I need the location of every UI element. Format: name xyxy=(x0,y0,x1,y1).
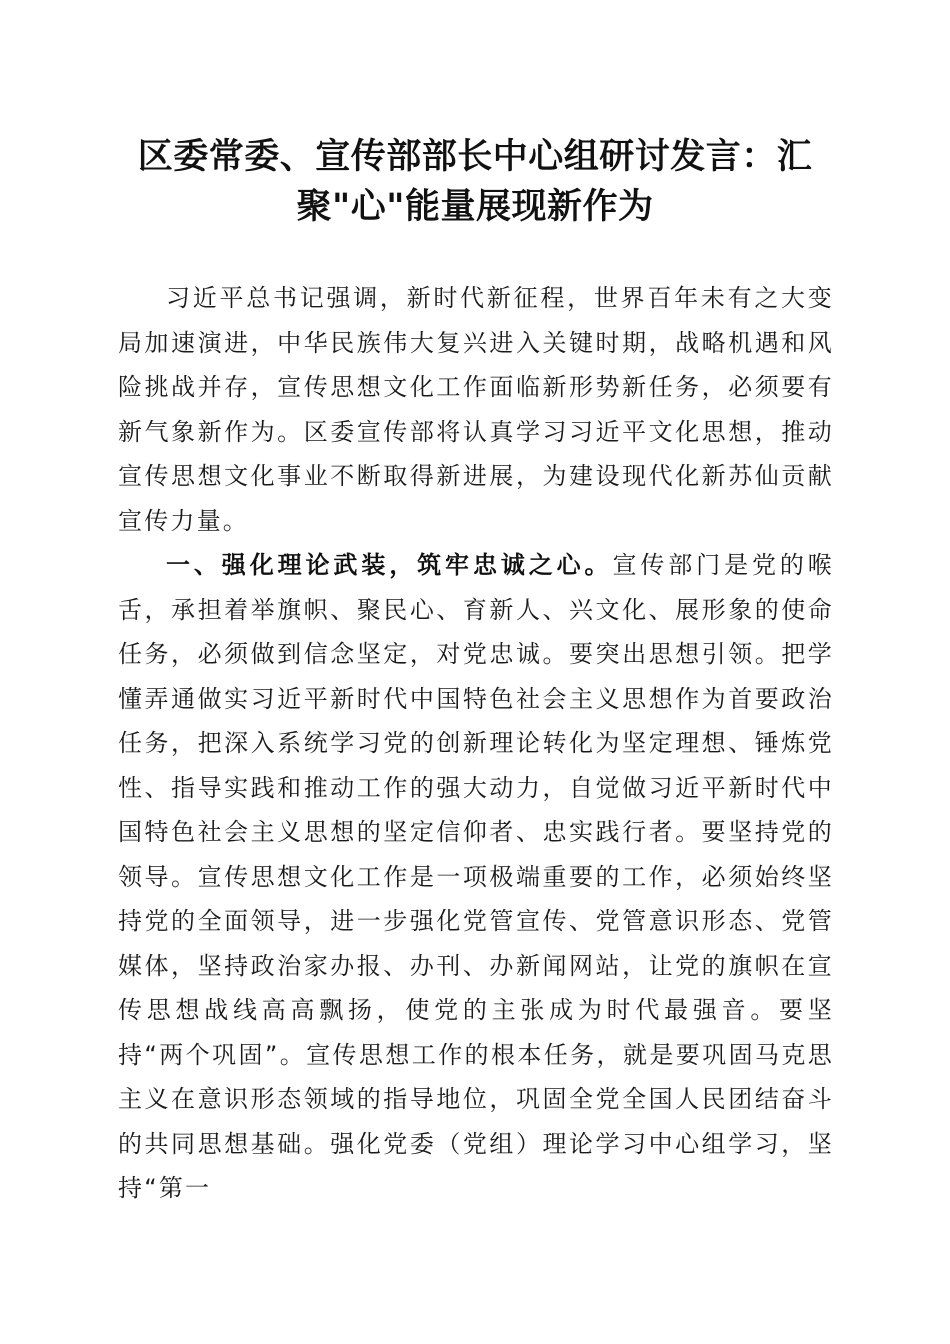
section-1-heading: 一、强化理论武装，筑牢忠诚之心。 xyxy=(166,551,613,579)
section-1-text: 宣传部门是党的喉舌，承担着举旗帜、聚民心、育新人、兴文化、展形象的使命任务，必须做到信念坚定，对党忠诚。要突出思想引领。把学懂弄通做实习近平新时代中国特色社会主义思想作为首要政治任务，把深入系统学习党的创新理论转化为坚定理想、锤炼党性、指导实践和推动工作的强大动力，自觉做习近平新时代中国特色社会主义思想的坚定信仰者、忠实践行者。要坚持党的领导。宣传思想文化工作是一项极端重要的工作，必须始终坚持党的全面领导，进一步强化党管宣传、党管意识形态、党管媒体，坚持政治家办报、办刊、办新闻网站，让党的旗帜在宣传思想战线高高飘扬，使党的主张成为时代最强音。要坚持“两个巩固”。宣传思想工作的根本任务，就是要巩固马克思主义在意识形态领域的指导地位，巩固全党全国人民团结奋斗的共同思想基础。强化党委（党组）理论学习中心组学习，坚持“第一 xyxy=(118,551,834,1202)
paragraph-intro xyxy=(118,276,834,543)
document-title: 区委常委、宣传部部长中心组研讨发言：汇聚"心"能量展现新作为 xyxy=(137,136,813,227)
paragraph-section-1 xyxy=(118,543,834,1211)
paragraph-intro-text: 习近平总书记强调，新时代新征程，世界百年未有之大变局加速演进，中华民族伟大复兴进入关键时期，战略机遇和风险挑战并存，宣传思想文化工作面临新形势新任务，必须要有新气象新作为。区委宣传部将认真学习习近平文化思想，推动宣传思想文化事业不断取得新进展，为建设现代化新苏仙贡献宣传力量。 xyxy=(118,284,834,535)
document-body xyxy=(118,276,834,1211)
